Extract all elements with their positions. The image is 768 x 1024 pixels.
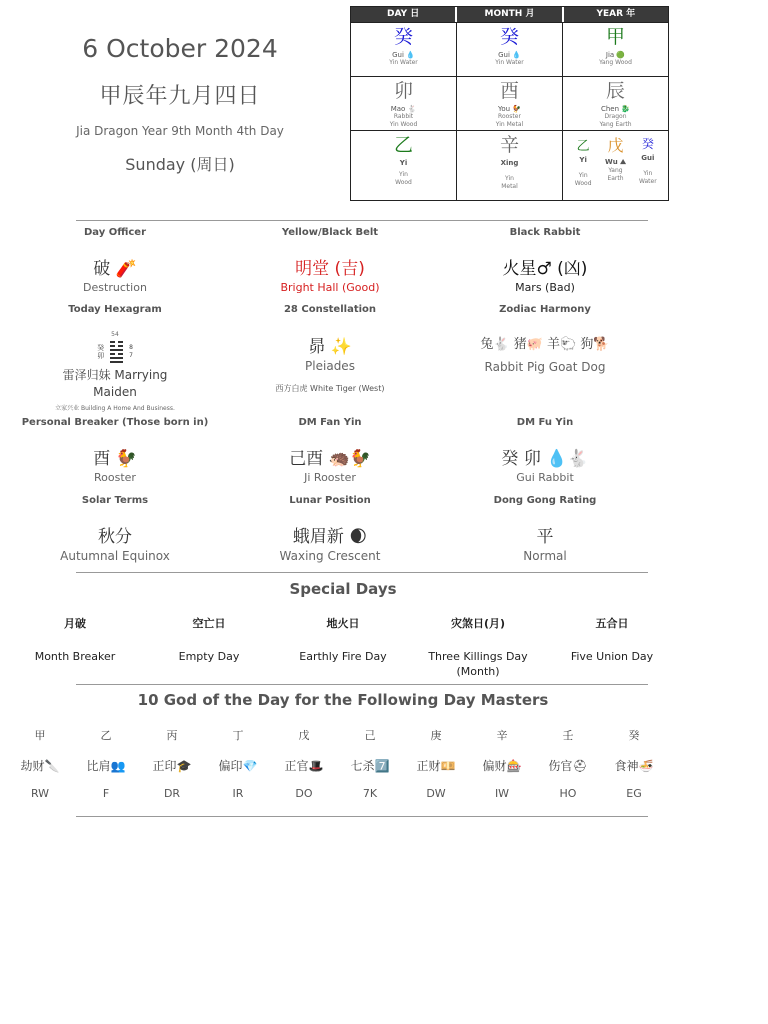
special-day-item — [547, 615, 677, 664]
year-hidden-1-e1: Yin — [578, 172, 588, 179]
header-year: YEAR 年 — [596, 9, 636, 19]
ten-god-item — [601, 727, 667, 800]
ten-god-stem: 己 — [364, 729, 376, 742]
day-hidden-cell — [351, 131, 457, 200]
constellation-label: 28 Constellation — [283, 304, 377, 315]
ten-god-stem: 甲 — [34, 729, 46, 742]
fan-yin-sub: Ji Rooster — [304, 471, 356, 484]
month-branch-char: 酉 — [499, 80, 519, 102]
month-hidden-cell — [457, 131, 563, 200]
zodiac-value: 兔🐇 猪🐖 羊🐑 狗🐕 — [480, 337, 610, 352]
ten-god-abbr: RW — [30, 787, 50, 800]
hexagram-label: Today Hexagram — [68, 304, 162, 315]
year-hidden-2-e1: Yang — [608, 167, 623, 174]
fu-yin-sub: Gui Rabbit — [516, 471, 574, 484]
hexagram-right-bottom: 7 — [129, 352, 133, 359]
day-stem-cell — [351, 23, 457, 76]
hexagram-block — [0, 304, 230, 412]
special-day-cn: 空亡日 — [192, 617, 226, 630]
constellation-sub: Pleiades — [305, 359, 355, 373]
ten-god-stem: 辛 — [496, 729, 508, 742]
day-hidden-e2: Wood — [395, 179, 412, 186]
header-month: MONTH 月 — [457, 7, 563, 22]
ten-god-item — [271, 727, 337, 800]
day-stem-element: Yin Water — [389, 59, 418, 66]
day-branch-cell — [351, 77, 457, 130]
ten-god-stem: 丙 — [166, 729, 178, 742]
month-branch-cell — [457, 77, 563, 130]
personal-breaker-value: 酉 🐓 — [93, 449, 137, 469]
ten-god-item — [403, 727, 469, 800]
ten-god-item — [337, 727, 403, 800]
belt-value: 明堂 (吉) — [295, 259, 365, 279]
stems-row — [351, 22, 668, 76]
fu-yin-value: 癸 卯 💧🐇 — [501, 449, 589, 469]
fan-yin-value: 己酉 🦔🐓 — [289, 449, 371, 469]
date-block — [30, 30, 330, 175]
year-hidden-cell — [563, 131, 668, 200]
month-hidden-e1: Yin — [505, 175, 514, 182]
year-branch-name: Chen 🐉 — [600, 105, 630, 113]
ten-god-name: 偏财🎰 — [482, 759, 522, 773]
day-stem-char: 癸 — [393, 26, 413, 48]
month-hidden-e2: Metal — [501, 183, 518, 190]
personal-breaker-sub: Rooster — [94, 471, 136, 484]
constellation-block — [215, 304, 445, 394]
ten-god-abbr: IR — [232, 787, 244, 800]
year-stem-char: 甲 — [605, 26, 625, 48]
divider — [76, 816, 648, 817]
day-hidden-name: Yi — [399, 159, 408, 167]
black-rabbit-label: Black Rabbit — [509, 227, 581, 238]
hexagram-number: 54 — [111, 331, 119, 338]
year-hidden-3-e2: Water — [638, 178, 657, 185]
black-rabbit-value: 火星♂ (凶) — [502, 259, 588, 279]
year-hidden-3-e1: Yin — [643, 170, 653, 177]
special-day-item — [144, 615, 274, 664]
ten-god-name: 偏印💎 — [218, 759, 258, 773]
day-officer-block — [0, 227, 230, 294]
special-day-en: Three Killings Day (Month) — [428, 650, 528, 678]
year-hidden-2-e2: Earth — [607, 175, 624, 182]
year-hidden-2-name: Wu ⛰ — [604, 158, 626, 166]
constellation-value: 昴 ✨ — [308, 337, 352, 357]
day-hidden-e1: Yin — [399, 171, 408, 178]
ten-god-item — [139, 727, 205, 800]
hexagram-note: 立家兴业 Building A Home And Business. — [55, 405, 175, 412]
zodiac-label: Zodiac Harmony — [499, 304, 591, 315]
ten-god-name: 食神🍜 — [614, 759, 654, 773]
fu-yin-label: DM Fu Yin — [516, 417, 574, 428]
lunar-position-value: 蛾眉新 🌒 — [292, 527, 368, 547]
ten-god-stem: 庚 — [430, 729, 442, 742]
ten-god-item — [73, 727, 139, 800]
personal-breaker-label: Personal Breaker (Those born in) — [21, 417, 209, 428]
month-stem-char: 癸 — [499, 26, 519, 48]
divider — [76, 684, 648, 685]
ten-gods-title: 10 God of the Day for the Following Day Masters — [137, 691, 549, 709]
ten-god-abbr: HO — [559, 787, 577, 800]
hexagram-name: 雷泽归妹 Marrying Maiden — [62, 368, 168, 399]
black-rabbit-sub: Mars (Bad) — [515, 281, 575, 294]
special-day-en: Earthly Fire Day — [299, 650, 387, 663]
hexagram-left-top: 癸 — [97, 344, 105, 352]
month-hidden-name: Xing — [500, 159, 519, 167]
month-stem-element: Yin Water — [495, 59, 524, 66]
ten-god-name: 劫财🔪 — [20, 759, 60, 773]
special-day-en: Five Union Day — [570, 650, 654, 663]
ten-god-item — [469, 727, 535, 800]
lunar-position-label: Lunar Position — [289, 495, 371, 506]
dong-gong-sub: Normal — [523, 549, 567, 563]
special-day-cn: 月破 — [64, 617, 86, 630]
date-pinyin: Jia Dragon Year 9th Month 4th Day — [76, 124, 284, 138]
ten-god-item — [7, 727, 73, 800]
black-rabbit-block — [430, 227, 660, 294]
ten-god-stem: 戊 — [298, 729, 310, 742]
ten-god-abbr: DR — [163, 787, 181, 800]
lunar-position-block — [215, 495, 445, 563]
year-stem-name: Jia 🟢 — [605, 51, 626, 59]
fan-yin-block — [215, 417, 445, 484]
special-day-en: Month Breaker — [34, 650, 116, 663]
belt-sub: Bright Hall (Good) — [280, 281, 380, 294]
year-hidden-1-char: 乙 — [576, 139, 590, 154]
divider — [76, 220, 648, 221]
ten-god-abbr: F — [102, 787, 110, 800]
special-day-cn: 地火日 — [326, 617, 360, 630]
zodiac-sub: Rabbit Pig Goat Dog — [484, 360, 606, 374]
date-chinese: 甲辰年九月四日 — [99, 84, 261, 109]
four-pillars-table — [350, 6, 669, 201]
year-stem-cell — [563, 23, 668, 76]
ten-god-name: 比肩👥 — [86, 759, 126, 773]
month-stem-cell — [457, 23, 563, 76]
special-day-item — [278, 615, 408, 664]
ten-god-name: 伤官⛑ — [548, 759, 588, 773]
month-branch-name: You 🐓 — [497, 105, 521, 113]
ten-god-stem: 丁 — [232, 729, 244, 742]
date-english: 6 October 2024 — [82, 34, 278, 63]
ten-god-item — [535, 727, 601, 800]
day-officer-label: Day Officer — [83, 227, 147, 238]
ten-god-item — [205, 727, 271, 800]
hexagram-right-top: 8 — [129, 344, 133, 351]
month-stem-name: Gui 💧 — [498, 51, 521, 59]
ten-god-name: 正印🎓 — [152, 759, 192, 773]
hidden-stems-row — [351, 130, 668, 200]
year-branch-char: 辰 — [605, 80, 625, 102]
special-day-item — [413, 615, 543, 679]
year-hidden-1-e2: Wood — [574, 180, 592, 187]
solar-term-block — [0, 495, 230, 563]
year-hidden-3-char: 癸 — [641, 137, 654, 151]
day-stem-name: Gui 💧 — [392, 51, 415, 59]
fu-yin-block — [430, 417, 660, 484]
month-hidden-char: 辛 — [499, 134, 519, 156]
ten-god-stem: 乙 — [100, 729, 112, 742]
ten-god-name: 正财💴 — [416, 759, 456, 773]
belt-label: Yellow/Black Belt — [281, 227, 379, 238]
special-day-cn: 五合日 — [595, 617, 629, 630]
zodiac-block — [430, 304, 660, 374]
ten-god-name: 正官🎩 — [284, 759, 324, 773]
year-hidden-3-name: Gui — [641, 154, 655, 162]
month-branch-element: Yin Metal — [495, 121, 524, 128]
ten-god-name: 七杀7️⃣ — [350, 759, 390, 773]
dong-gong-label: Dong Gong Rating — [493, 495, 597, 506]
day-branch-element: Yin Wood — [389, 121, 418, 128]
day-officer-sub: Destruction — [83, 281, 147, 294]
day-hidden-char: 乙 — [393, 134, 413, 156]
ten-god-stem: 癸 — [628, 729, 640, 742]
ten-god-abbr: IW — [494, 787, 510, 800]
ten-god-abbr: DW — [426, 787, 446, 800]
day-branch-char: 卯 — [393, 80, 413, 102]
year-hidden-1-name: Yi — [579, 156, 587, 164]
special-days-title: Special Days — [289, 580, 397, 598]
special-day-item — [10, 615, 140, 664]
day-officer-value: 破 🧨 — [93, 259, 137, 279]
ten-god-abbr: EG — [626, 787, 642, 800]
divider — [76, 572, 648, 573]
day-branch-animal: Rabbit — [393, 113, 414, 120]
solar-term-value: 秋分 — [98, 527, 132, 547]
solar-term-sub: Autumnal Equinox — [60, 549, 170, 563]
year-stem-element: Yang Wood — [599, 59, 632, 66]
day-branch-name: Mao 🐇 — [390, 105, 417, 113]
pillars-header — [351, 7, 668, 22]
hexagram-icon — [110, 339, 123, 365]
dong-gong-block — [430, 495, 660, 563]
personal-breaker-block — [0, 417, 230, 484]
date-weekday: Sunday (周日) — [125, 155, 235, 174]
hexagram-left-bottom: 卯 — [97, 352, 105, 360]
lunar-position-sub: Waxing Crescent — [279, 549, 381, 563]
belt-block — [215, 227, 445, 294]
month-branch-animal: Rooster — [498, 113, 521, 120]
special-day-cn: 灾煞日(月) — [450, 617, 506, 630]
solar-term-label: Solar Terms — [81, 495, 149, 506]
year-branch-animal: Dragon — [604, 113, 627, 120]
ten-god-stem: 壬 — [562, 729, 574, 742]
branches-row — [351, 76, 668, 130]
special-day-en: Empty Day — [178, 650, 240, 663]
fan-yin-label: DM Fan Yin — [298, 417, 362, 428]
dong-gong-value: 平 — [536, 527, 554, 547]
year-hidden-2-char: 戊 — [607, 136, 624, 155]
year-branch-cell — [563, 77, 668, 130]
year-branch-element: Yang Earth — [599, 121, 632, 128]
ten-god-abbr: 7K — [362, 787, 378, 800]
constellation-note: 西方白虎 White Tiger (West) — [275, 384, 385, 393]
ten-god-abbr: DO — [295, 787, 313, 800]
header-day: DAY 日 — [351, 7, 457, 22]
